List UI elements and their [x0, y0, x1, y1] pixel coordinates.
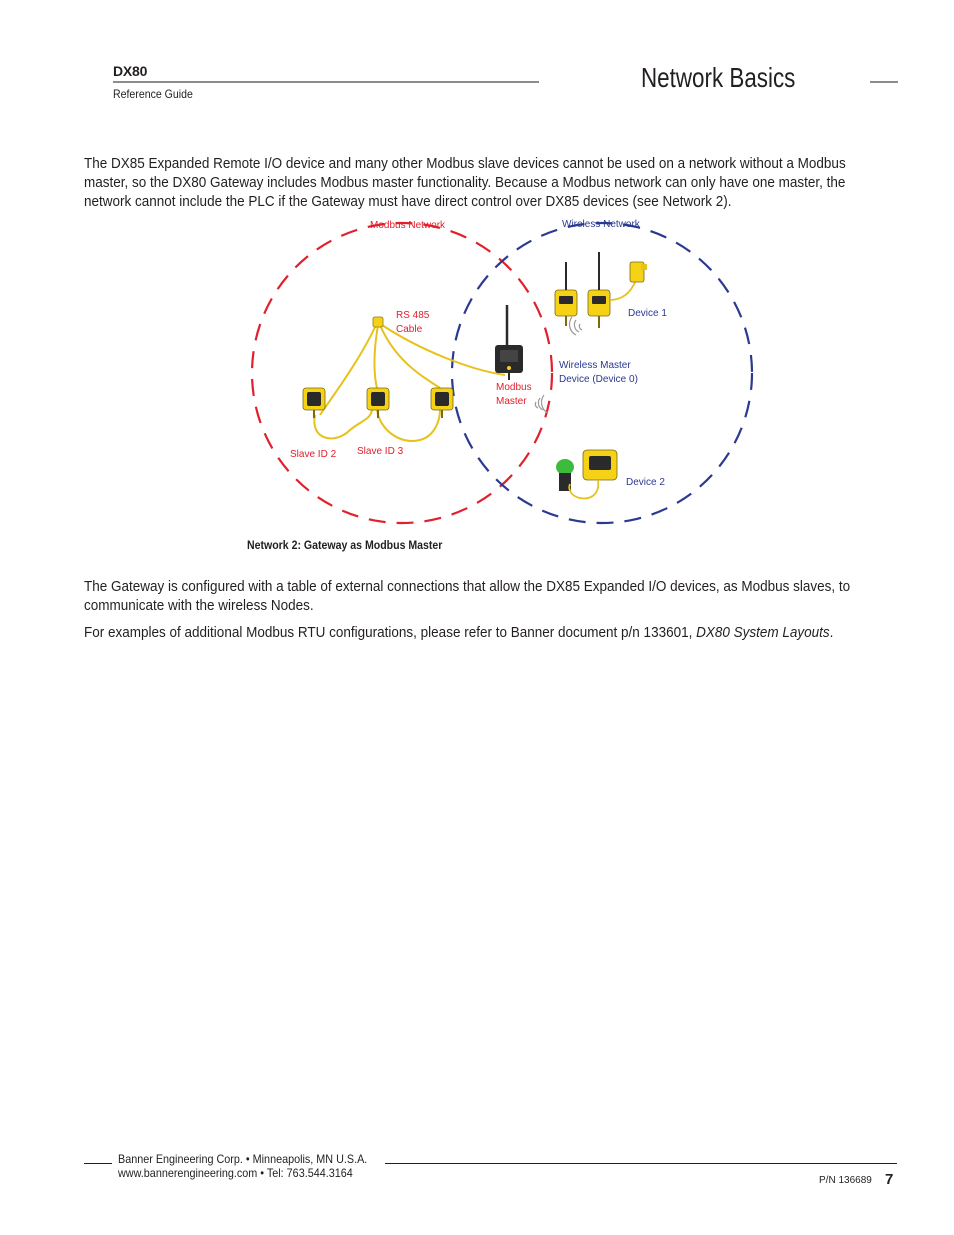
wireless-master-label-line1: Wireless Master [559, 360, 631, 371]
modbus-network-label: Modbus Network [370, 220, 446, 231]
slave-id-2-label: Slave ID 2 [290, 449, 337, 460]
examples-text [84, 623, 876, 642]
rs485-label-line2: Cable [396, 324, 423, 335]
part-number: P/N 136689 [819, 1175, 872, 1186]
wireless-master-node [555, 262, 577, 326]
device-2-node [569, 450, 617, 498]
intro-text: The DX85 Expanded Remote I/O device and many other Modbus slave devices cannot be used on a network without a Modbus master, so the DX80 Gateway includes Modbus master functionality. Because a Modbus network can only have one master, the network cannot include the PLC if the Gateway must have direct control over DX85 devices (see Network 2). [84, 155, 846, 210]
examples-suffix: . [829, 624, 834, 641]
figure-caption: Network 2: Gateway as Modbus Master [247, 538, 443, 552]
product-name: DX80 [113, 63, 148, 79]
modbus-master-label-line2: Master [496, 396, 527, 407]
slave-id-3-label: Slave ID 3 [357, 446, 404, 457]
wireless-master-label-line2: Device (Device 0) [559, 374, 638, 385]
signal-waves-device1 [569, 317, 582, 335]
gateway-table-text: The Gateway is configured with a table of external connections that allow the DX85 Expanded I/O devices, as Modbus slaves, to communicate with the wireless Nodes. [84, 578, 851, 614]
page-number: 7 [885, 1171, 894, 1188]
device-2-indicator [556, 459, 574, 491]
device-2-label: Device 2 [626, 477, 665, 488]
device-1-sensor [630, 262, 647, 282]
gateway-table-paragraph [84, 577, 876, 615]
rs485-cable [314, 325, 505, 441]
signal-waves-master [535, 395, 548, 413]
footer-contact: www.bannerengineering.com • Tel: 763.544.3164 [118, 1166, 353, 1180]
document-subtitle: Reference Guide [113, 87, 193, 101]
footer-rule-right [385, 1163, 897, 1164]
gateway-modbus-master [495, 305, 523, 380]
cable-splitter [373, 317, 383, 327]
page-title: Network Basics [641, 62, 796, 93]
rs485-label-line1: RS 485 [396, 310, 430, 321]
examples-prefix: For examples of additional Modbus RTU configurations, please refer to Banner document p/n 133601, [84, 624, 697, 641]
modbus-master-label-line1: Modbus [496, 382, 532, 393]
network-diagram [0, 0, 954, 560]
device-1-label: Device 1 [628, 308, 667, 319]
slave-device-right [431, 388, 453, 418]
examples-paragraph [84, 623, 876, 642]
wireless-network-label: Wireless Network [562, 219, 640, 230]
document-reference-link: DX80 System Layouts [696, 624, 830, 641]
footer-rule-left [84, 1163, 112, 1164]
footer-company: Banner Engineering Corp. • Minneapolis, MN U.S.A. [118, 1152, 368, 1166]
